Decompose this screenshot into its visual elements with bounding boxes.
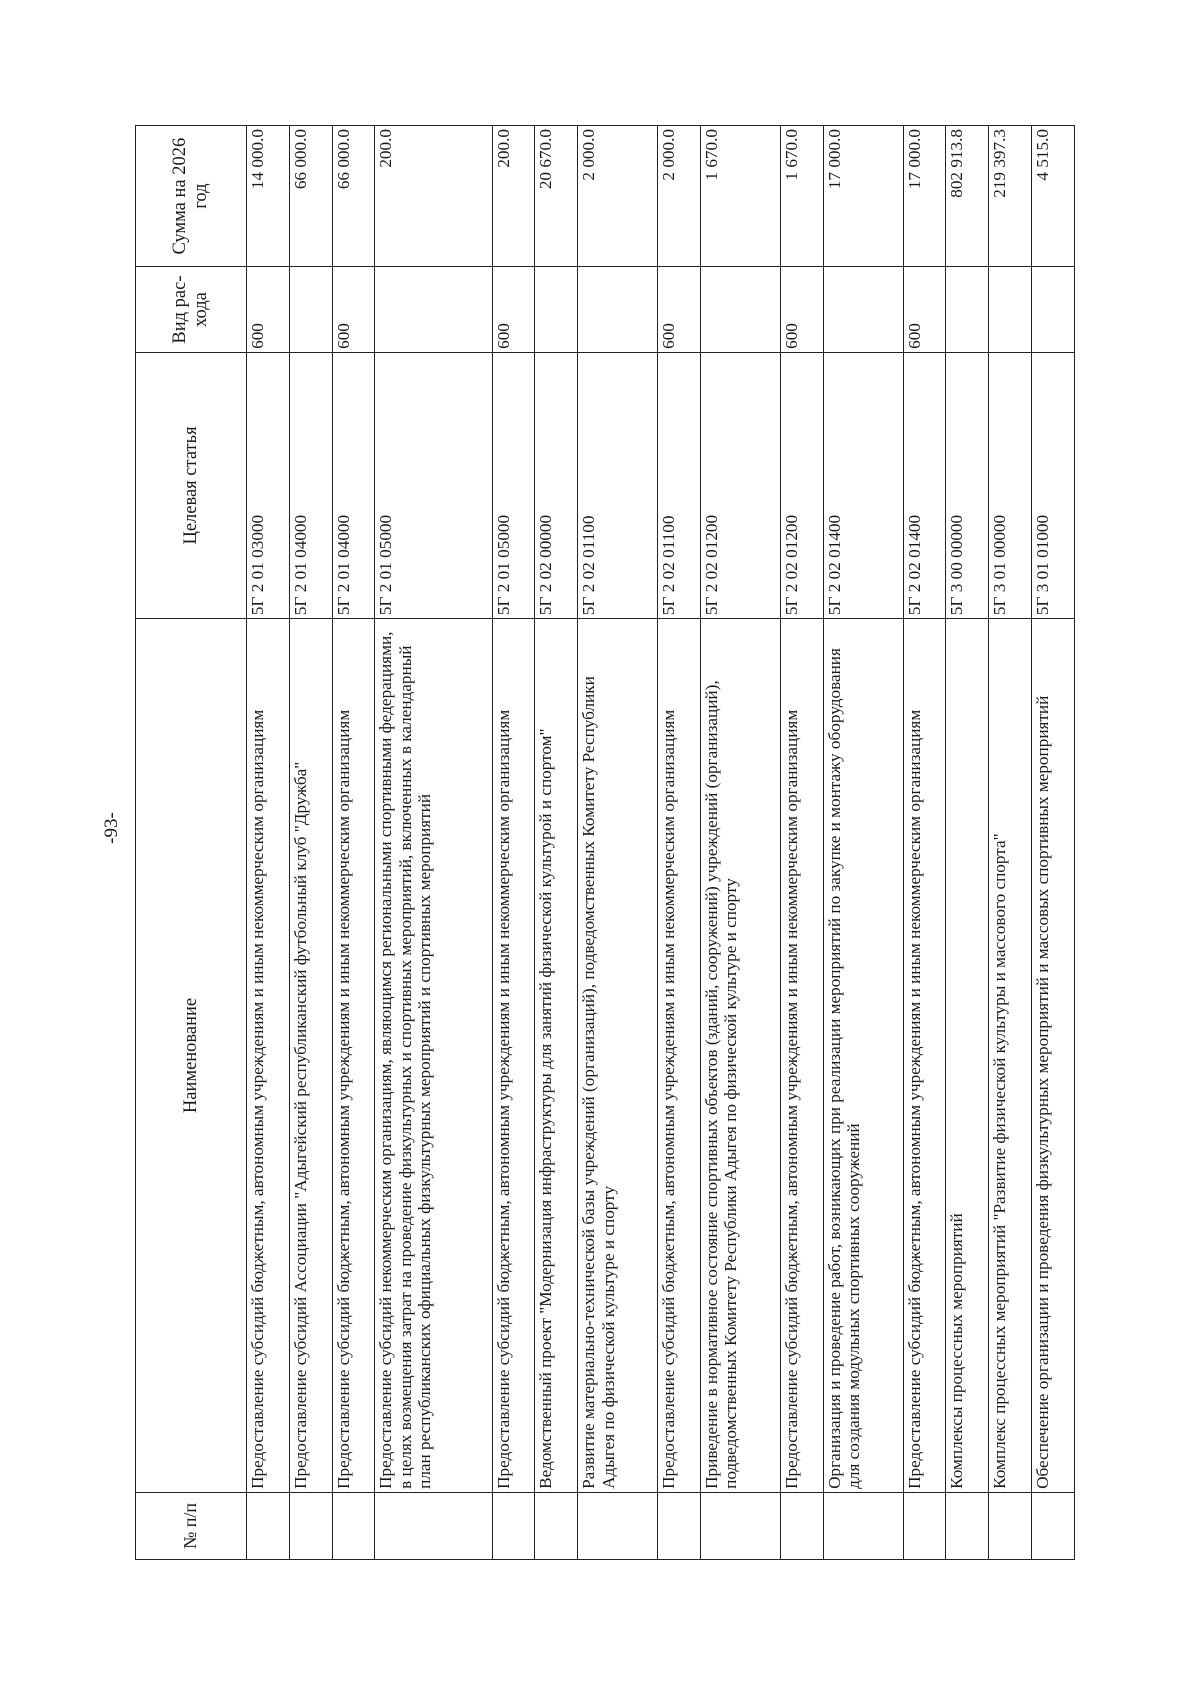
row-name-cell: Ведомственный проект "Модернизация инфраструктуры для занятий физической культурой и спортом" — [535, 619, 578, 1493]
row-target-article-cell: 5Г 2 02 01200 — [780, 352, 823, 618]
row-number-cell — [780, 1492, 823, 1559]
row-target-article-cell: 5Г 2 01 05000 — [492, 352, 535, 618]
row-sum-cell: 200.0 — [492, 126, 535, 267]
row-sum-cell: 200.0 — [375, 126, 492, 267]
row-target-article-cell: 5Г 3 00 00000 — [946, 352, 989, 618]
header-expense-type: Вид рас-хода — [136, 267, 247, 353]
row-expense-type-cell — [1032, 267, 1075, 353]
row-expense-type-cell: 600 — [903, 267, 946, 353]
table-row — [247, 126, 290, 1560]
row-expense-type-cell — [375, 267, 492, 353]
row-name-cell: Организация и проведение работ, возникающих при реализации мероприятий по закупке и монтажу оборудования для создания модульных спортивных сооружений — [823, 619, 903, 1493]
row-expense-type-cell: 600 — [247, 267, 290, 353]
row-name-cell: Обеспечение организации и проведения физкультурных мероприятий и массовых спортивных мероприятий — [1032, 619, 1075, 1493]
row-expense-type-cell — [946, 267, 989, 353]
row-sum-cell: 2 000.0 — [658, 126, 701, 267]
row-name-cell: Предоставление субсидий бюджетным, автономным учреждениям и иным некоммерческим организациям — [780, 619, 823, 1493]
row-target-article-cell: 5Г 2 02 00000 — [535, 352, 578, 618]
row-name-cell: Предоставление субсидий некоммерческим организациям, являющимся региональными спортивными федерациями, в целях возмещения затрат на проведение физкультурных и спортивных мероприятий, включенных в календарный план республиканских официальных физкультурных мероприятий и спортивных мероприятий — [375, 619, 492, 1493]
table-row — [289, 126, 332, 1560]
row-sum-cell: 219 397.3 — [989, 126, 1032, 267]
row-name-cell: Предоставление субсидий бюджетным, автономным учреждениям и иным некоммерческим организациям — [332, 619, 375, 1493]
row-number-cell — [700, 1492, 780, 1559]
row-sum-cell: 1 670.0 — [700, 126, 780, 267]
row-target-article-cell: 5Г 2 01 03000 — [247, 352, 290, 618]
table-row — [1032, 126, 1075, 1560]
row-number-cell — [578, 1492, 658, 1559]
row-target-article-cell: 5Г 2 02 01400 — [823, 352, 903, 618]
table-row — [989, 126, 1032, 1560]
row-number-cell — [946, 1492, 989, 1559]
row-expense-type-cell: 600 — [332, 267, 375, 353]
row-number-cell — [1032, 1492, 1075, 1559]
table-row — [903, 126, 946, 1560]
row-expense-type-cell — [700, 267, 780, 353]
row-sum-cell: 2 000.0 — [578, 126, 658, 267]
row-number-cell — [492, 1492, 535, 1559]
row-target-article-cell: 5Г 3 01 01000 — [1032, 352, 1075, 618]
row-target-article-cell: 5Г 2 01 04000 — [332, 352, 375, 618]
row-expense-type-cell — [578, 267, 658, 353]
row-name-cell: Комплекс процессных мероприятий "Развитие физической культуры и массового спорта" — [989, 619, 1032, 1493]
row-target-article-cell: 5Г 2 02 01100 — [658, 352, 701, 618]
row-number-cell — [247, 1492, 290, 1559]
row-name-cell: Развитие материально-технической базы учреждений (организаций), подведомственных Комитету Республики Адыгея по физической культуре и спорту — [578, 619, 658, 1493]
row-name-cell: Комплексы процессных мероприятий — [946, 619, 989, 1493]
table-row — [535, 126, 578, 1560]
table-row — [375, 126, 492, 1560]
row-number-cell — [903, 1492, 946, 1559]
row-name-cell: Предоставление субсидий бюджетным, автономным учреждениям и иным некоммерческим организациям — [658, 619, 701, 1493]
table-body — [247, 126, 1075, 1560]
row-sum-cell: 802 913.8 — [946, 126, 989, 267]
table-row — [946, 126, 989, 1560]
table-row — [492, 126, 535, 1560]
row-number-cell — [332, 1492, 375, 1559]
row-number-cell — [375, 1492, 492, 1559]
row-sum-cell: 17 000.0 — [903, 126, 946, 267]
row-expense-type-cell — [289, 267, 332, 353]
row-target-article-cell: 5Г 2 01 04000 — [289, 352, 332, 618]
row-sum-cell: 14 000.0 — [247, 126, 290, 267]
row-sum-cell: 1 670.0 — [780, 126, 823, 267]
row-sum-cell: 66 000.0 — [332, 126, 375, 267]
row-number-cell — [658, 1492, 701, 1559]
row-name-cell: Предоставление субсидий бюджетным, автономным учреждениям и иным некоммерческим организациям — [492, 619, 535, 1493]
row-name-cell: Предоставление субсидий бюджетным, автономным учреждениям и иным некоммерческим организациям — [903, 619, 946, 1493]
row-name-cell: Приведение в нормативное состояние спортивных объектов (зданий, сооружений) учреждений (организаций), подведомственных Комитету Республики Адыгея по физической культуре и спорту — [700, 619, 780, 1493]
row-target-article-cell: 5Г 2 01 05000 — [375, 352, 492, 618]
row-number-cell — [535, 1492, 578, 1559]
row-sum-cell: 17 000.0 — [823, 126, 903, 267]
row-expense-type-cell: 600 — [658, 267, 701, 353]
row-expense-type-cell — [823, 267, 903, 353]
row-sum-cell: 20 670.0 — [535, 126, 578, 267]
row-expense-type-cell — [989, 267, 1032, 353]
header-target-article: Целевая статья — [136, 352, 247, 618]
row-sum-cell: 66 000.0 — [289, 126, 332, 267]
table-row — [658, 126, 701, 1560]
row-expense-type-cell: 600 — [780, 267, 823, 353]
row-target-article-cell: 5Г 2 02 01100 — [578, 352, 658, 618]
row-expense-type-cell — [535, 267, 578, 353]
table-row — [578, 126, 658, 1560]
row-number-cell — [989, 1492, 1032, 1559]
rotated-table-wrapper — [135, 125, 1075, 1560]
header-name: Наименование — [136, 619, 247, 1493]
table-row — [700, 126, 780, 1560]
table-row — [780, 126, 823, 1560]
row-sum-cell: 4 515.0 — [1032, 126, 1075, 267]
row-name-cell: Предоставление субсидий бюджетным, автономным учреждениям и иным некоммерческим организациям — [247, 619, 290, 1493]
budget-table — [135, 125, 1075, 1560]
table-row — [823, 126, 903, 1560]
page-number: -93- — [101, 812, 122, 844]
row-name-cell: Предоставление субсидий Ассоциации "Адыгейский республиканский футбольный клуб "Дружба" — [289, 619, 332, 1493]
row-expense-type-cell: 600 — [492, 267, 535, 353]
header-number: № п/п — [136, 1492, 247, 1559]
table-header — [136, 126, 247, 1560]
row-number-cell — [823, 1492, 903, 1559]
row-target-article-cell: 5Г 3 01 00000 — [989, 352, 1032, 618]
header-sum-2026: Сумма на 2026 год — [136, 126, 247, 267]
row-target-article-cell: 5Г 2 02 01400 — [903, 352, 946, 618]
row-target-article-cell: 5Г 2 02 01200 — [700, 352, 780, 618]
table-row — [332, 126, 375, 1560]
row-number-cell — [289, 1492, 332, 1559]
